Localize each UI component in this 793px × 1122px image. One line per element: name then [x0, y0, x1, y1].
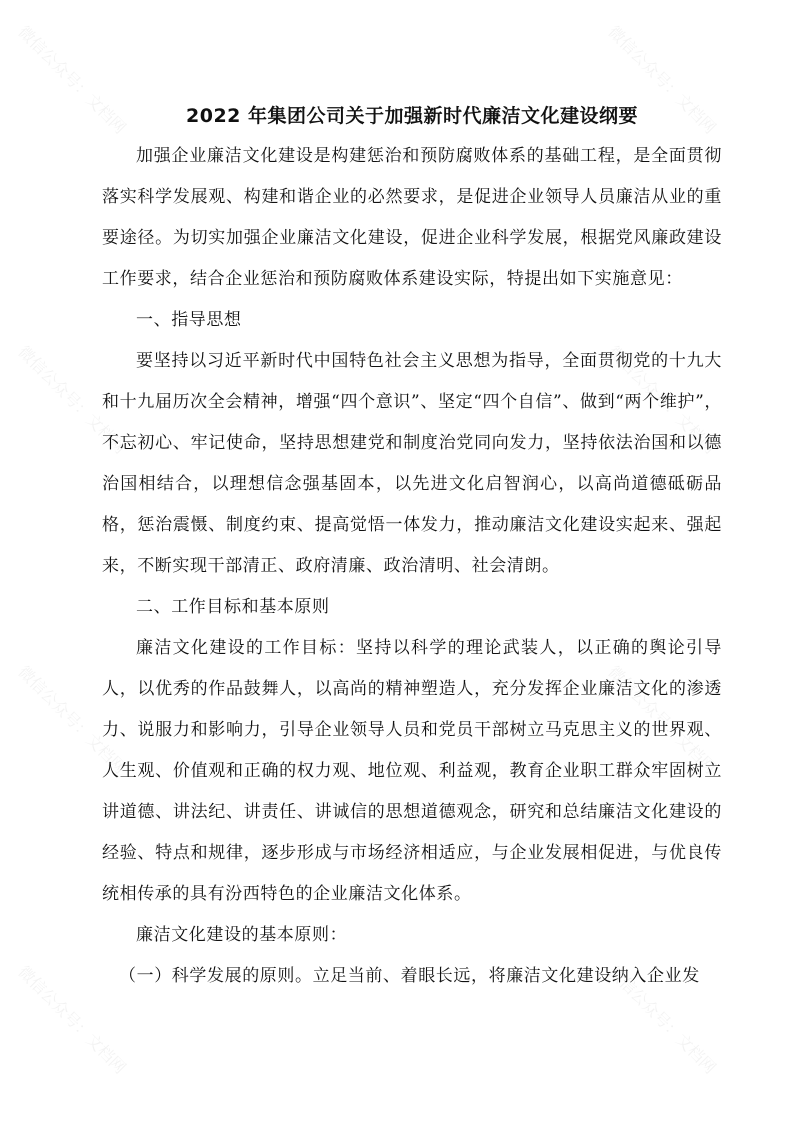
section-heading-guiding-thought: 一、指导思想 — [136, 310, 242, 330]
watermark-text: 微信公众号：文档网 — [604, 962, 720, 1078]
principle-item: （一）科学发展的原则。立足当前、着眼长远，将廉洁文化建设纳入企业发 — [119, 966, 700, 986]
section-heading-goals-principles: 二、工作目标和基本原则 — [136, 597, 330, 617]
watermark-text: 微信公众号：文档网 — [14, 662, 130, 778]
watermark-text: 微信公众号：文档网 — [604, 662, 720, 778]
watermark-text: 微信公众号：文档网 — [604, 342, 720, 458]
section-paragraph-guiding-thought: 要坚持以习近平新时代中国特色社会主义思想为指导，全面贯彻党的十九大和十九届历次全会精神，增强“四个意识”、坚定“四个自信”、做到“两个维护”，不忘初心、牢记使命，坚持思想建党和制度治党同向发力，坚持依法治国和以德治国相结合，以理想信念强基固本，以先进文化启智润心，以高尚道德砥砺品格，惩治震慑、制度约束、提高觉悟一体发力，推动廉洁文化建设实起来、强起来，不断实现干部清正、政府清廉、政治清明、社会清朗。 — [102, 351, 722, 576]
watermark-text: 微信公众号：文档网 — [14, 962, 130, 1078]
intro-paragraph: 加强企业廉洁文化建设是构建惩治和预防腐败体系的基础工程，是全面贯彻落实科学发展观、构建和谐企业的必然要求，是促进企业领导人员廉洁从业的重要途径。为切实加强企业廉洁文化建设，促进企业科学发展，根据党风廉政建设工作要求，结合企业惩治和预防腐败体系建设实际，特提出如下实施意见： — [102, 146, 722, 289]
document-page — [102, 92, 722, 997]
watermark-text: 微信公众号：文档网 — [14, 342, 130, 458]
principles-heading: 廉洁文化建设的基本原则： — [136, 925, 348, 945]
document-title: 2022 年集团公司关于加强新时代廉洁文化建设纲要 — [186, 105, 638, 127]
section-paragraph-goals: 廉洁文化建设的工作目标：坚持以科学的理论武装人，以正确的舆论引导人，以优秀的作品鼓舞人，以高尚的精神塑造人，充分发挥企业廉洁文化的渗透力、说服力和影响力，引导企业领导人员和党员干部树立马克思主义的世界观、人生观、价值观和正确的权力观、地位观、利益观，教育企业职工群众牢固树立讲道德、讲法纪、讲责任、讲诚信的思想道德观念，研究和总结廉洁文化建设的经验、特点和规律，逐步形成与市场经济相适应，与企业发展相促进，与优良传统相传承的具有汾西特色的企业廉洁文化体系。 — [102, 638, 722, 904]
watermark-text: 微信公众号：文档网 — [604, 22, 720, 138]
watermark-text: 微信公众号：文档网 — [14, 22, 130, 138]
